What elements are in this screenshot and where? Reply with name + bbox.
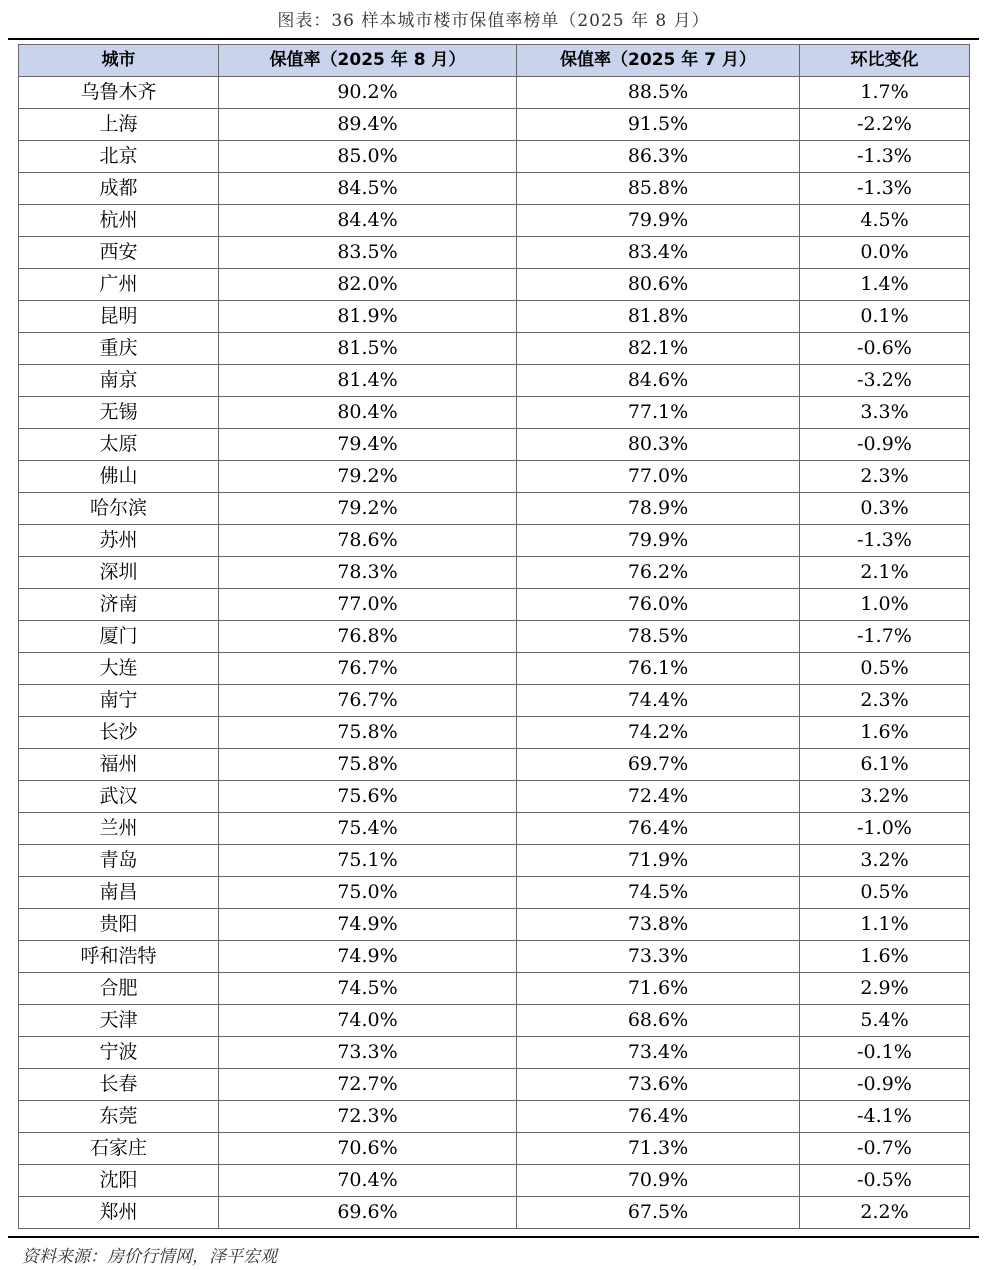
cell-mom-change: -1.3%: [800, 173, 970, 205]
table-row: [19, 717, 970, 749]
cell-rate-aug: 82.0%: [219, 269, 517, 301]
cell-rate-aug: 79.4%: [219, 429, 517, 461]
table-row: [19, 461, 970, 493]
cell-rate-aug: 76.7%: [219, 685, 517, 717]
cell-mom-change: -1.3%: [800, 525, 970, 557]
table-row: [19, 621, 970, 653]
header-mom-change: 环比变化: [800, 45, 970, 77]
header-city: 城市: [19, 45, 219, 77]
cell-rate-jul: 76.4%: [517, 813, 800, 845]
cell-rate-aug: 85.0%: [219, 141, 517, 173]
cell-mom-change: 4.5%: [800, 205, 970, 237]
table-row: [19, 557, 970, 589]
cell-rate-jul: 82.1%: [517, 333, 800, 365]
cell-rate-jul: 67.5%: [517, 1197, 800, 1229]
cell-rate-aug: 74.0%: [219, 1005, 517, 1037]
cell-rate-aug: 70.4%: [219, 1165, 517, 1197]
cell-rate-aug: 81.4%: [219, 365, 517, 397]
cell-rate-jul: 85.8%: [517, 173, 800, 205]
cell-rate-jul: 77.0%: [517, 461, 800, 493]
cell-rate-aug: 74.9%: [219, 941, 517, 973]
cell-rate-jul: 77.1%: [517, 397, 800, 429]
cell-rate-aug: 75.4%: [219, 813, 517, 845]
cell-rate-aug: 75.0%: [219, 877, 517, 909]
cell-city: 昆明: [19, 301, 219, 333]
header-rate-jul: 保值率（2025 年 7 月）: [517, 45, 800, 77]
table-row: [19, 781, 970, 813]
top-rule: [8, 38, 979, 40]
table-row: [19, 365, 970, 397]
cell-rate-aug: 78.6%: [219, 525, 517, 557]
table-row: [19, 909, 970, 941]
cell-rate-jul: 73.8%: [517, 909, 800, 941]
cell-rate-aug: 75.6%: [219, 781, 517, 813]
cell-city: 合肥: [19, 973, 219, 1005]
cell-rate-aug: 80.4%: [219, 397, 517, 429]
cell-rate-jul: 71.9%: [517, 845, 800, 877]
table-row: [19, 109, 970, 141]
table-row: [19, 333, 970, 365]
cell-rate-jul: 72.4%: [517, 781, 800, 813]
cell-mom-change: -4.1%: [800, 1101, 970, 1133]
cell-city: 福州: [19, 749, 219, 781]
cell-city: 哈尔滨: [19, 493, 219, 525]
table-row: [19, 237, 970, 269]
cell-rate-jul: 84.6%: [517, 365, 800, 397]
table-row: [19, 493, 970, 525]
cell-city: 杭州: [19, 205, 219, 237]
cell-city: 郑州: [19, 1197, 219, 1229]
table-row: [19, 685, 970, 717]
cell-city: 兰州: [19, 813, 219, 845]
cell-rate-jul: 73.3%: [517, 941, 800, 973]
cell-rate-jul: 73.6%: [517, 1069, 800, 1101]
table-row: [19, 973, 970, 1005]
cell-rate-jul: 74.5%: [517, 877, 800, 909]
table-row: [19, 1197, 970, 1229]
cell-mom-change: -0.6%: [800, 333, 970, 365]
cell-rate-jul: 88.5%: [517, 77, 800, 109]
cell-city: 济南: [19, 589, 219, 621]
table-row: [19, 525, 970, 557]
table-row: [19, 429, 970, 461]
table-row: [19, 1005, 970, 1037]
cell-mom-change: 1.6%: [800, 717, 970, 749]
header-row: [19, 45, 970, 77]
cell-rate-jul: 86.3%: [517, 141, 800, 173]
cell-mom-change: 0.5%: [800, 877, 970, 909]
cell-rate-aug: 72.7%: [219, 1069, 517, 1101]
cell-rate-jul: 80.3%: [517, 429, 800, 461]
cell-rate-jul: 91.5%: [517, 109, 800, 141]
table-body: [19, 77, 970, 1229]
cell-mom-change: 5.4%: [800, 1005, 970, 1037]
table-row: [19, 653, 970, 685]
cell-city: 呼和浩特: [19, 941, 219, 973]
table-row: [19, 269, 970, 301]
cell-mom-change: -1.7%: [800, 621, 970, 653]
cell-city: 无锡: [19, 397, 219, 429]
cell-city: 西安: [19, 237, 219, 269]
cell-rate-aug: 77.0%: [219, 589, 517, 621]
cell-rate-aug: 74.5%: [219, 973, 517, 1005]
cell-rate-jul: 76.1%: [517, 653, 800, 685]
cell-city: 佛山: [19, 461, 219, 493]
cell-rate-aug: 90.2%: [219, 77, 517, 109]
table-row: [19, 141, 970, 173]
cell-city: 大连: [19, 653, 219, 685]
cell-rate-aug: 72.3%: [219, 1101, 517, 1133]
cell-mom-change: 0.5%: [800, 653, 970, 685]
cell-city: 重庆: [19, 333, 219, 365]
cell-rate-jul: 71.3%: [517, 1133, 800, 1165]
cell-city: 宁波: [19, 1037, 219, 1069]
cell-rate-aug: 73.3%: [219, 1037, 517, 1069]
cell-rate-jul: 78.9%: [517, 493, 800, 525]
table-row: [19, 397, 970, 429]
cell-rate-aug: 81.5%: [219, 333, 517, 365]
table-row: [19, 1133, 970, 1165]
cell-city: 苏州: [19, 525, 219, 557]
cell-rate-jul: 74.4%: [517, 685, 800, 717]
cell-rate-aug: 81.9%: [219, 301, 517, 333]
cell-mom-change: 1.6%: [800, 941, 970, 973]
cell-city: 太原: [19, 429, 219, 461]
cell-mom-change: -3.2%: [800, 365, 970, 397]
cell-rate-jul: 71.6%: [517, 973, 800, 1005]
cell-rate-aug: 84.5%: [219, 173, 517, 205]
table-row: [19, 1165, 970, 1197]
cell-city: 武汉: [19, 781, 219, 813]
cell-mom-change: -0.9%: [800, 429, 970, 461]
cell-mom-change: 2.3%: [800, 461, 970, 493]
cell-rate-aug: 70.6%: [219, 1133, 517, 1165]
cell-mom-change: 1.4%: [800, 269, 970, 301]
cell-city: 广州: [19, 269, 219, 301]
cell-mom-change: 2.9%: [800, 973, 970, 1005]
table-row: [19, 749, 970, 781]
cell-mom-change: -0.7%: [800, 1133, 970, 1165]
cell-rate-jul: 78.5%: [517, 621, 800, 653]
cell-city: 青岛: [19, 845, 219, 877]
cell-mom-change: 0.0%: [800, 237, 970, 269]
cell-rate-jul: 83.4%: [517, 237, 800, 269]
cell-rate-jul: 76.2%: [517, 557, 800, 589]
cell-city: 北京: [19, 141, 219, 173]
cell-mom-change: -0.9%: [800, 1069, 970, 1101]
table-row: [19, 877, 970, 909]
cell-rate-jul: 79.9%: [517, 525, 800, 557]
cell-rate-aug: 74.9%: [219, 909, 517, 941]
cell-mom-change: 1.1%: [800, 909, 970, 941]
cell-rate-aug: 78.3%: [219, 557, 517, 589]
cell-rate-jul: 70.9%: [517, 1165, 800, 1197]
table-row: [19, 173, 970, 205]
cell-mom-change: -1.0%: [800, 813, 970, 845]
cell-mom-change: 3.2%: [800, 845, 970, 877]
table-row: [19, 1069, 970, 1101]
cell-mom-change: -0.5%: [800, 1165, 970, 1197]
cell-rate-jul: 76.0%: [517, 589, 800, 621]
cell-rate-jul: 81.8%: [517, 301, 800, 333]
cell-city: 深圳: [19, 557, 219, 589]
cell-rate-jul: 76.4%: [517, 1101, 800, 1133]
table-title: 图表：36 样本城市楼市保值率榜单（2025 年 8 月）: [277, 11, 710, 31]
table-row: [19, 301, 970, 333]
cell-city: 沈阳: [19, 1165, 219, 1197]
table-row: [19, 845, 970, 877]
cell-mom-change: 2.2%: [800, 1197, 970, 1229]
cell-city: 南昌: [19, 877, 219, 909]
cell-mom-change: -2.2%: [800, 109, 970, 141]
cell-city: 南宁: [19, 685, 219, 717]
cell-rate-jul: 68.6%: [517, 1005, 800, 1037]
cell-rate-aug: 84.4%: [219, 205, 517, 237]
table-row: [19, 941, 970, 973]
cell-mom-change: 1.7%: [800, 77, 970, 109]
cell-rate-jul: 79.9%: [517, 205, 800, 237]
cell-city: 南京: [19, 365, 219, 397]
cell-mom-change: 2.3%: [800, 685, 970, 717]
cell-rate-aug: 75.8%: [219, 717, 517, 749]
cell-mom-change: 0.1%: [800, 301, 970, 333]
cell-rate-jul: 73.4%: [517, 1037, 800, 1069]
table-row: [19, 813, 970, 845]
cell-rate-aug: 79.2%: [219, 493, 517, 525]
cell-city: 东莞: [19, 1101, 219, 1133]
cell-rate-aug: 76.8%: [219, 621, 517, 653]
cell-mom-change: -1.3%: [800, 141, 970, 173]
cell-city: 贵阳: [19, 909, 219, 941]
cell-city: 厦门: [19, 621, 219, 653]
cell-mom-change: 3.2%: [800, 781, 970, 813]
cell-city: 石家庄: [19, 1133, 219, 1165]
cell-rate-aug: 79.2%: [219, 461, 517, 493]
cell-mom-change: 1.0%: [800, 589, 970, 621]
table-row: [19, 589, 970, 621]
cell-rate-jul: 69.7%: [517, 749, 800, 781]
cell-city: 天津: [19, 1005, 219, 1037]
cell-rate-aug: 83.5%: [219, 237, 517, 269]
cell-rate-jul: 74.2%: [517, 717, 800, 749]
source-note: 资料来源：房价行情网，泽平宏观: [22, 1247, 277, 1267]
cell-city: 乌鲁木齐: [19, 77, 219, 109]
table-row: [19, 77, 970, 109]
cell-rate-aug: 75.8%: [219, 749, 517, 781]
cell-city: 上海: [19, 109, 219, 141]
bottom-rule: [8, 1236, 979, 1238]
header-rate-aug: 保值率（2025 年 8 月）: [219, 45, 517, 77]
cell-rate-aug: 69.6%: [219, 1197, 517, 1229]
cell-city: 长沙: [19, 717, 219, 749]
cell-mom-change: 2.1%: [800, 557, 970, 589]
cell-mom-change: 6.1%: [800, 749, 970, 781]
cell-mom-change: 3.3%: [800, 397, 970, 429]
cell-city: 成都: [19, 173, 219, 205]
table-row: [19, 1037, 970, 1069]
table-row: [19, 1101, 970, 1133]
ranking-table: [18, 44, 970, 1229]
cell-mom-change: 0.3%: [800, 493, 970, 525]
cell-mom-change: -0.1%: [800, 1037, 970, 1069]
cell-city: 长春: [19, 1069, 219, 1101]
cell-rate-jul: 80.6%: [517, 269, 800, 301]
cell-rate-aug: 75.1%: [219, 845, 517, 877]
cell-rate-aug: 89.4%: [219, 109, 517, 141]
table-row: [19, 205, 970, 237]
cell-rate-aug: 76.7%: [219, 653, 517, 685]
